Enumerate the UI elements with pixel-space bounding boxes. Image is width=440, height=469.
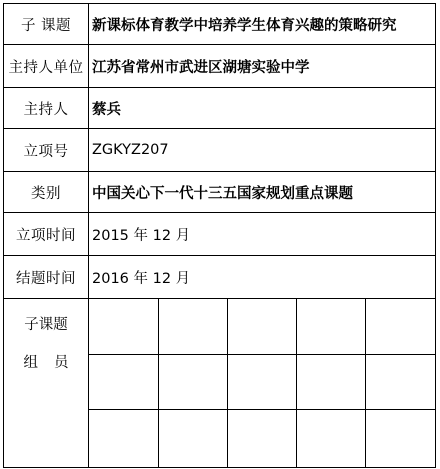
value-start-time: 2015 年 12 月 <box>89 213 436 256</box>
member-cell <box>366 299 435 354</box>
label-project-number: 立项号 <box>4 129 89 172</box>
member-cell <box>158 299 227 354</box>
label-subtopic: 子 课题 <box>4 4 89 45</box>
project-info-table <box>3 3 436 468</box>
members-grid-row <box>89 299 435 354</box>
member-cell <box>366 409 435 467</box>
members-label-line2: 组员 <box>23 355 85 371</box>
label-end-time: 结题时间 <box>4 256 89 299</box>
row-project-number <box>4 129 436 172</box>
member-cell <box>89 409 158 467</box>
member-cell <box>297 299 366 354</box>
row-subtopic <box>4 4 436 45</box>
value-host: 蔡兵 <box>89 88 436 129</box>
label-members <box>4 299 89 468</box>
label-host: 主持人 <box>4 88 89 129</box>
row-members <box>4 299 436 468</box>
row-start-time <box>4 213 436 256</box>
row-host-unit <box>4 45 436 88</box>
member-cell <box>297 354 366 409</box>
member-cell <box>297 409 366 467</box>
member-cell <box>158 354 227 409</box>
value-end-time: 2016 年 12 月 <box>89 256 436 299</box>
row-host <box>4 88 436 129</box>
value-host-unit: 江苏省常州市武进区湖塘实验中学 <box>89 45 436 88</box>
members-grid <box>89 299 435 467</box>
member-cell <box>366 354 435 409</box>
member-cell <box>227 354 296 409</box>
label-host-unit: 主持人单位 <box>4 45 89 88</box>
label-category: 类别 <box>4 172 89 213</box>
row-category <box>4 172 436 213</box>
value-project-number: ZGKYZ207 <box>89 129 436 172</box>
members-grid-wrap <box>89 299 436 468</box>
label-start-time: 立项时间 <box>4 213 89 256</box>
members-label-line1: 子课题 <box>24 317 68 333</box>
member-cell <box>89 354 158 409</box>
member-cell <box>227 409 296 467</box>
members-grid-row <box>89 354 435 409</box>
value-subtopic: 新课标体育教学中培养学生体育兴趣的策略研究 <box>89 4 436 45</box>
row-end-time <box>4 256 436 299</box>
value-category: 中国关心下一代十三五国家规划重点课题 <box>89 172 436 213</box>
member-cell <box>227 299 296 354</box>
member-cell <box>158 409 227 467</box>
member-cell <box>89 299 158 354</box>
members-grid-row <box>89 409 435 467</box>
